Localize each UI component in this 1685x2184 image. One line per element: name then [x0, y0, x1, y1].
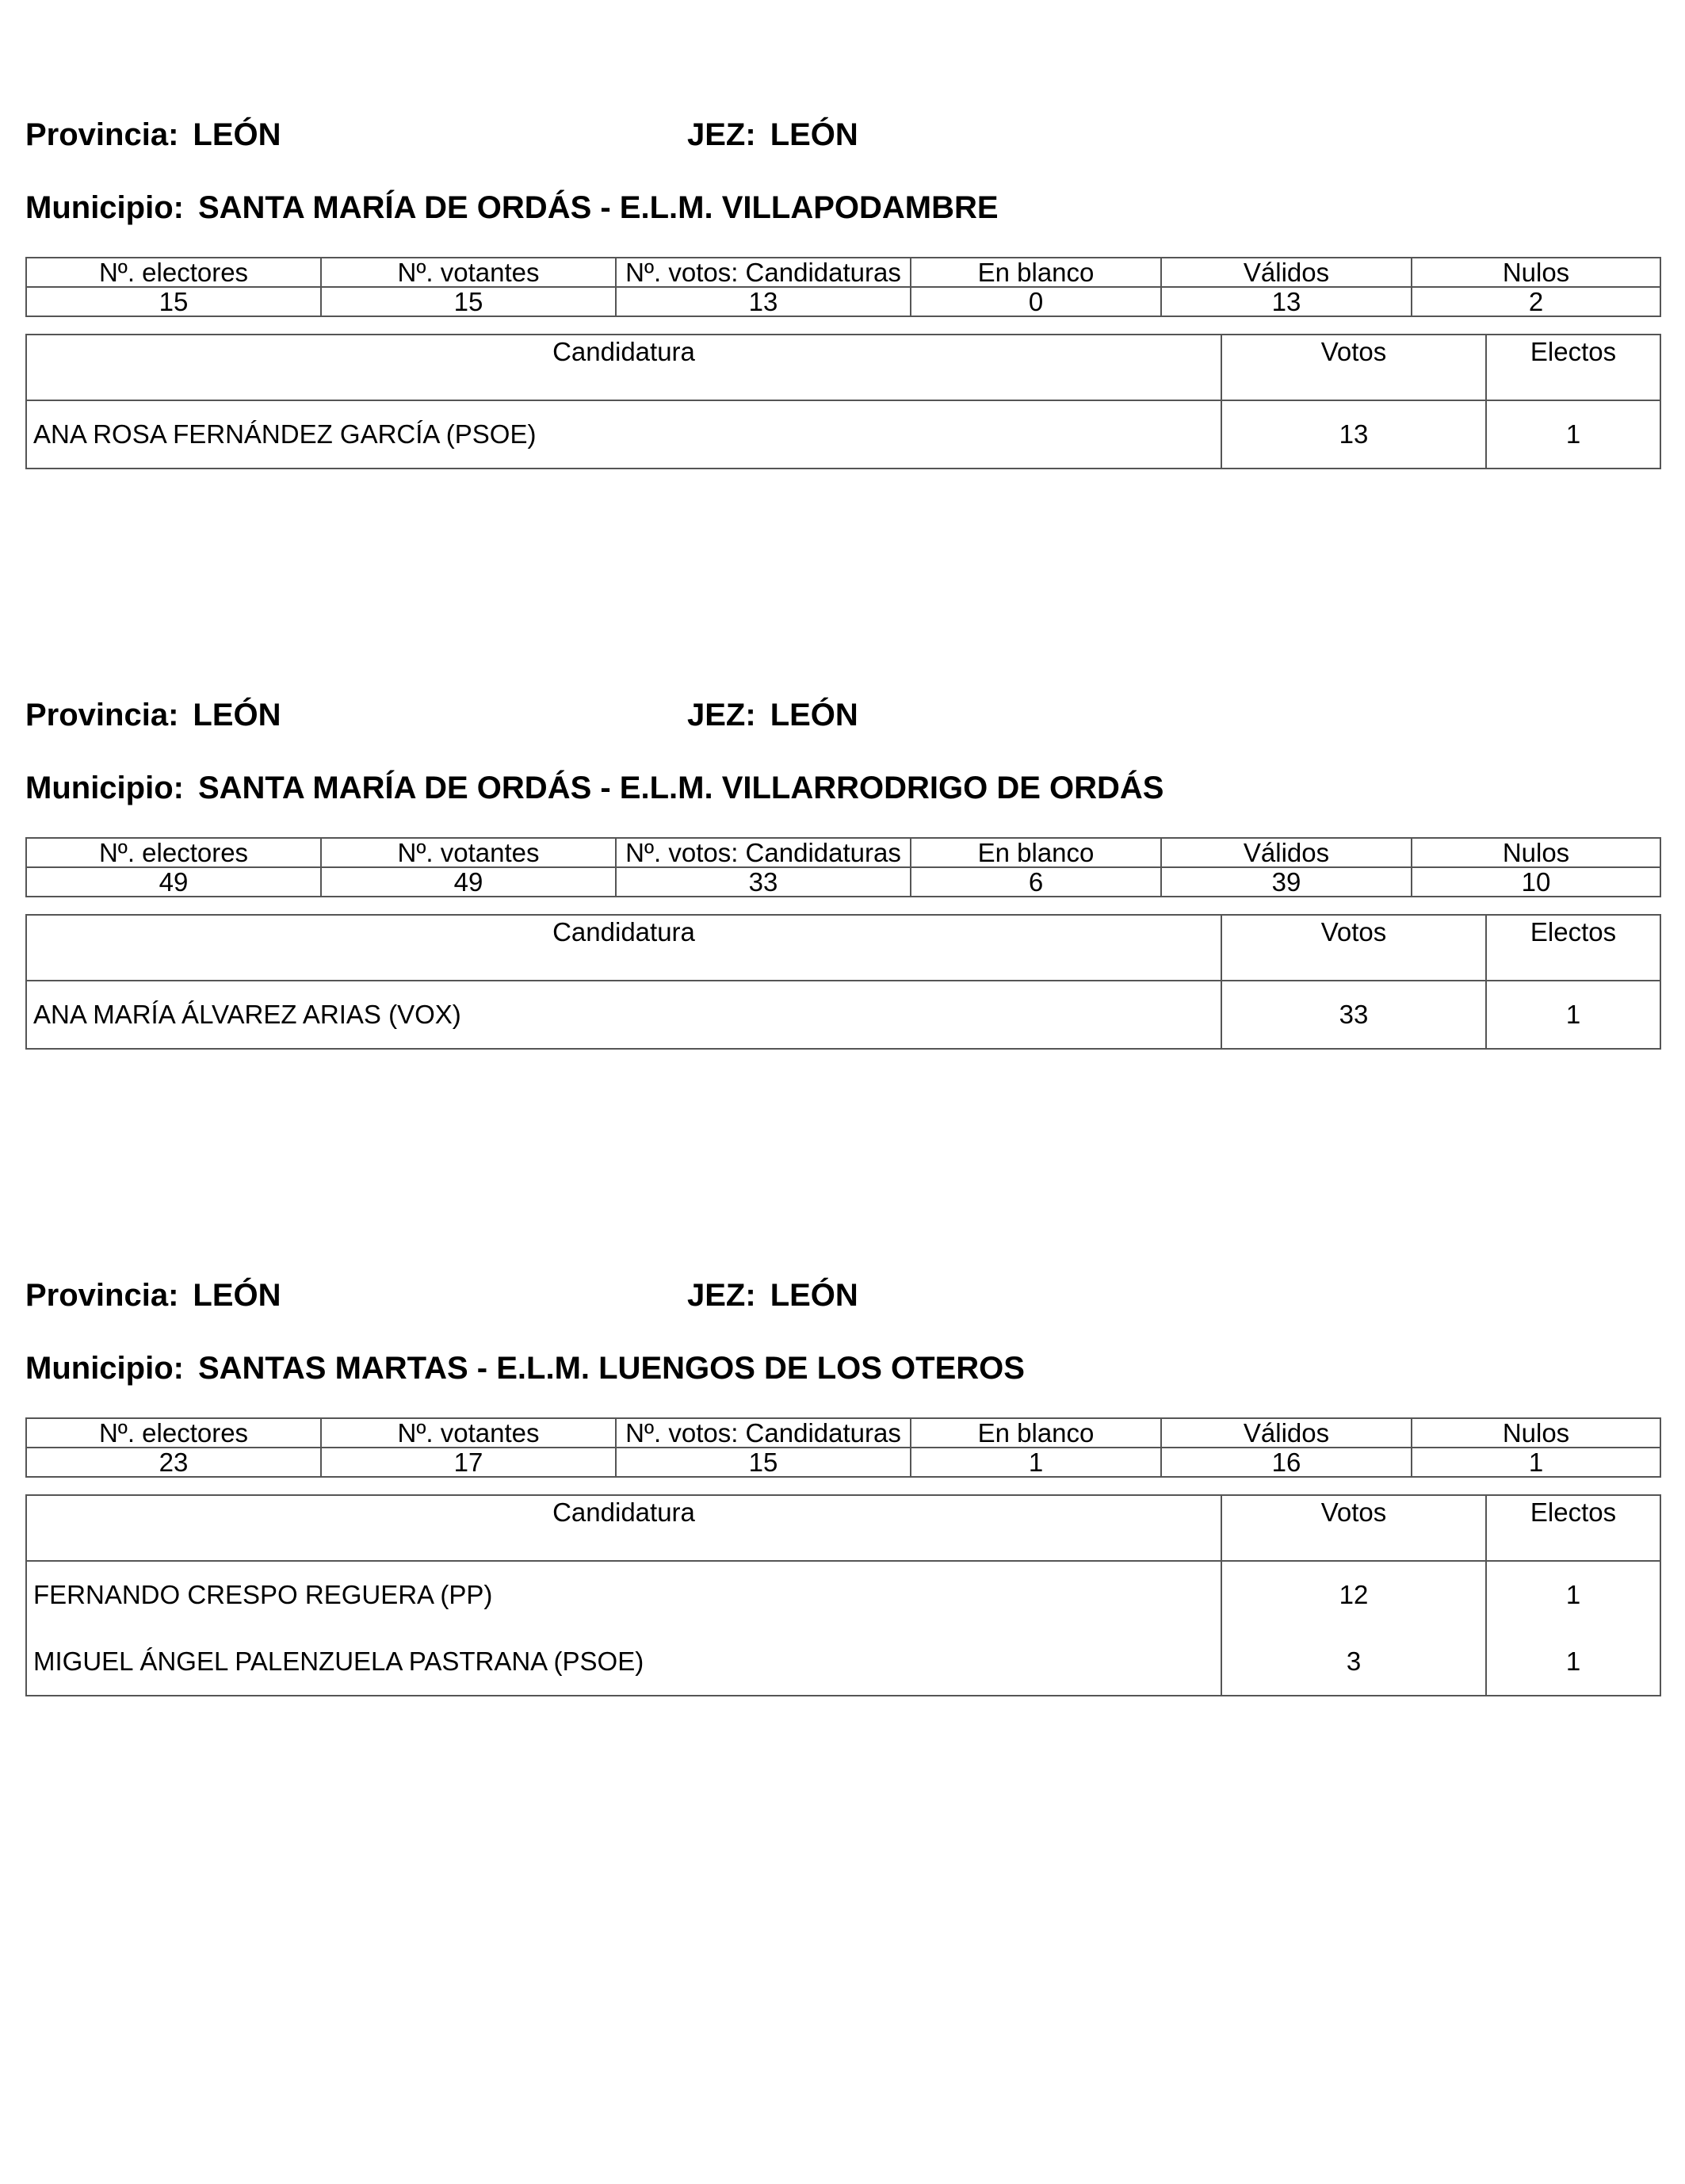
candidates-header-row [26, 335, 1660, 400]
stats-header-en-blanco: En blanco [911, 1418, 1161, 1448]
stats-table [25, 1417, 1661, 1478]
candidate-name: FERNANDO CRESPO REGUERA (PP) [26, 1561, 1221, 1628]
jez-value: LEÓN [770, 117, 858, 152]
stats-votos-candidaturas: 15 [616, 1448, 911, 1477]
municipio-heading: Municipio: SANTAS MARTAS - E.L.M. LUENGOS DE LOS OTEROS [25, 1351, 1025, 1386]
stats-nulos: 2 [1412, 287, 1660, 316]
stats-validos: 16 [1161, 1448, 1412, 1477]
candidate-electos: 1 [1486, 981, 1660, 1049]
stats-table [25, 837, 1661, 897]
candidate-name: ANA ROSA FERNÁNDEZ GARCÍA (PSOE) [26, 400, 1221, 469]
provincia-heading: Provincia: LEÓN [25, 117, 281, 152]
header-candidatura: Candidatura [26, 1495, 1221, 1561]
stats-header-votos-candidaturas: Nº. votos: Candidaturas [616, 838, 911, 867]
stats-header-votantes: Nº. votantes [321, 258, 616, 287]
header-electos: Electos [1486, 915, 1660, 981]
stats-header-votos-candidaturas: Nº. votos: Candidaturas [616, 1418, 911, 1448]
stats-header-votantes: Nº. votantes [321, 1418, 616, 1448]
candidate-row [26, 1628, 1660, 1696]
header-candidatura: Candidatura [26, 335, 1221, 400]
jez-value: LEÓN [770, 1278, 858, 1313]
municipio-value: SANTA MARÍA DE ORDÁS - E.L.M. VILLARRODRIGO DE ORDÁS [197, 771, 1164, 805]
stats-electores: 15 [26, 287, 321, 316]
candidates-table [25, 1494, 1661, 1696]
provincia-heading: Provincia: LEÓN [25, 698, 281, 732]
stats-electores: 49 [26, 867, 321, 897]
header-electos: Electos [1486, 1495, 1660, 1561]
header-electos: Electos [1486, 335, 1660, 400]
stats-en-blanco: 6 [911, 867, 1161, 897]
stats-value-row [26, 867, 1660, 897]
jez-heading: JEZ: LEÓN [687, 698, 858, 732]
provincia-value: LEÓN [193, 698, 281, 732]
jez-heading: JEZ: LEÓN [687, 1278, 858, 1313]
stats-header-votantes: Nº. votantes [321, 838, 616, 867]
header-candidatura: Candidatura [26, 915, 1221, 981]
stats-header-row [26, 1418, 1660, 1448]
stats-votantes: 17 [321, 1448, 616, 1477]
candidates-table [25, 334, 1661, 469]
stats-electores: 23 [26, 1448, 321, 1477]
stats-validos: 39 [1161, 867, 1412, 897]
candidates-header-row [26, 1495, 1660, 1561]
candidate-votos: 33 [1221, 981, 1486, 1049]
jez-heading: JEZ: LEÓN [687, 117, 858, 152]
candidate-electos: 1 [1486, 1628, 1660, 1696]
candidates-table [25, 914, 1661, 1050]
jez-value: LEÓN [770, 698, 858, 732]
stats-header-nulos: Nulos [1412, 258, 1660, 287]
stats-header-row [26, 838, 1660, 867]
candidate-name: MIGUEL ÁNGEL PALENZUELA PASTRANA (PSOE) [26, 1628, 1221, 1696]
stats-nulos: 1 [1412, 1448, 1660, 1477]
candidate-row [26, 400, 1660, 469]
header-votos: Votos [1221, 1495, 1486, 1561]
provincia-value: LEÓN [193, 1278, 281, 1313]
municipio-value: SANTAS MARTAS - E.L.M. LUENGOS DE LOS OTEROS [197, 1351, 1025, 1386]
candidate-row [26, 981, 1660, 1049]
stats-header-nulos: Nulos [1412, 838, 1660, 867]
candidate-electos: 1 [1486, 1561, 1660, 1628]
stats-en-blanco: 1 [911, 1448, 1161, 1477]
stats-votos-candidaturas: 13 [616, 287, 911, 316]
candidates-header-row [26, 915, 1660, 981]
stats-header-validos: Válidos [1161, 838, 1412, 867]
stats-validos: 13 [1161, 287, 1412, 316]
header-votos: Votos [1221, 915, 1486, 981]
stats-header-en-blanco: En blanco [911, 258, 1161, 287]
stats-votos-candidaturas: 33 [616, 867, 911, 897]
stats-votantes: 49 [321, 867, 616, 897]
stats-header-en-blanco: En blanco [911, 838, 1161, 867]
stats-header-electores: Nº. electores [26, 1418, 321, 1448]
candidate-votos: 3 [1221, 1628, 1486, 1696]
candidate-votos: 12 [1221, 1561, 1486, 1628]
stats-value-row [26, 1448, 1660, 1477]
stats-header-electores: Nº. electores [26, 258, 321, 287]
candidate-row [26, 1561, 1660, 1628]
stats-table [25, 257, 1661, 317]
municipio-heading: Municipio: SANTA MARÍA DE ORDÁS - E.L.M. VILLARRODRIGO DE ORDÁS [25, 771, 1164, 805]
provincia-heading: Provincia: LEÓN [25, 1278, 281, 1313]
candidate-name: ANA MARÍA ÁLVAREZ ARIAS (VOX) [26, 981, 1221, 1049]
stats-header-nulos: Nulos [1412, 1418, 1660, 1448]
stats-header-votos-candidaturas: Nº. votos: Candidaturas [616, 258, 911, 287]
header-votos: Votos [1221, 335, 1486, 400]
stats-header-row [26, 258, 1660, 287]
stats-header-validos: Válidos [1161, 1418, 1412, 1448]
stats-en-blanco: 0 [911, 287, 1161, 316]
municipio-heading: Municipio: SANTA MARÍA DE ORDÁS - E.L.M. VILLAPODAMBRE [25, 190, 999, 225]
stats-header-electores: Nº. electores [26, 838, 321, 867]
municipio-value: SANTA MARÍA DE ORDÁS - E.L.M. VILLAPODAMBRE [197, 190, 999, 225]
stats-value-row [26, 287, 1660, 316]
stats-votantes: 15 [321, 287, 616, 316]
stats-header-validos: Válidos [1161, 258, 1412, 287]
stats-nulos: 10 [1412, 867, 1660, 897]
provincia-value: LEÓN [193, 117, 281, 152]
candidate-electos: 1 [1486, 400, 1660, 469]
candidate-votos: 13 [1221, 400, 1486, 469]
